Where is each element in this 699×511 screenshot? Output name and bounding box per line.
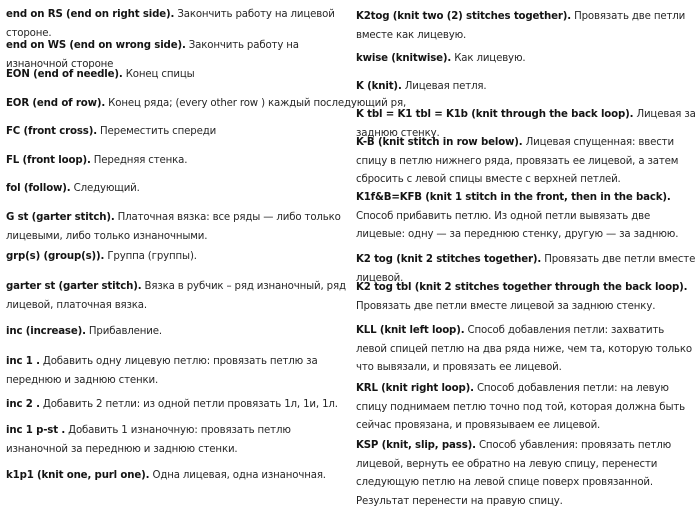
- glossary-entry: [356, 134, 696, 190]
- glossary-entry: [356, 189, 696, 245]
- glossary-entry: [356, 78, 696, 97]
- glossary-entry: [6, 396, 350, 415]
- entry-description: Способ прибавить петлю. Из одной петли вывязать две лицевые: одну — за переднюю стенку, другую — за заднюю.: [356, 210, 679, 240]
- entry-description: Конец спицы: [125, 69, 195, 80]
- entry-description: Одна лицевая, одна изнаночная.: [152, 470, 326, 481]
- entry-term: FC (front cross).: [6, 126, 97, 137]
- glossary-entry: [356, 8, 696, 45]
- entry-term: KLL (knit left loop).: [356, 325, 465, 336]
- entry-description: Следующий.: [73, 183, 140, 194]
- entry-description: Способ убавления: провязать петлю лицевой, вернуть ее обратно на левую спицу, перенести следующую петлю на левой спице поверх провязанной. Результат перенести на правую спицу.: [356, 440, 672, 507]
- entry-term: K2 tog tbl (knit 2 stitches together through the back loop).: [356, 282, 688, 293]
- entry-term: kwise (knitwise).: [356, 53, 452, 64]
- glossary-entry: [6, 180, 350, 199]
- entry-term: EON (end of needle).: [6, 69, 123, 80]
- entry-description: Лицевая за заднюю стенку.: [356, 109, 696, 139]
- entry-term: inc 1 p-st .: [6, 425, 66, 436]
- entry-description: Способ добавления петли: захватить левой спицей петлю на два ряда ниже, чем та, которую только что вывязали, и провязать ее лицевой.: [356, 325, 692, 373]
- glossary-entry: [6, 467, 350, 486]
- glossary-entry: [6, 95, 407, 114]
- entry-term: KRL (knit right loop).: [356, 383, 474, 394]
- entry-term: FL (front loop).: [6, 155, 91, 166]
- entry-term: KSP (knit, slip, pass).: [356, 440, 476, 451]
- glossary-entry: [6, 278, 350, 315]
- glossary-entry: [6, 248, 350, 267]
- entry-description: Переместить спереди: [100, 126, 217, 137]
- entry-description: Провязать две петли вместе как лицевую.: [356, 11, 686, 41]
- entry-term: K tbl = K1 tbl = K1b (knit through the back loop).: [356, 109, 634, 120]
- entry-term: K2 tog (knit 2 stitches together).: [356, 254, 542, 265]
- glossary-entry: [356, 437, 696, 511]
- entry-description: Группа (группы).: [107, 251, 197, 262]
- glossary-entry: [6, 323, 350, 342]
- entry-term: G st (garter stitch).: [6, 212, 115, 223]
- entry-term: k1p1 (knit one, purl one).: [6, 470, 150, 481]
- entry-term: inc 2 .: [6, 399, 40, 410]
- glossary-entry: [6, 152, 350, 171]
- entry-description: Лицевая спущенная: ввести спицу в петлю нижнего ряда, провязать ее лицевой, а затем сбросить с левой спицы вместе с верхней петлей.: [356, 137, 679, 185]
- glossary-entry: [6, 422, 350, 459]
- glossary-entry: [356, 50, 696, 69]
- entry-term: K1f&B=KFB (knit 1 stitch in the front, then in the back).: [356, 192, 671, 203]
- entry-description: Добавить 2 петли: из одной петли провязать 1л, 1и, 1л.: [42, 399, 338, 410]
- entry-description: Платочная вязка: все ряды — либо только лицевыми, либо только изнаночными.: [6, 212, 341, 242]
- entry-description: Передняя стенка.: [93, 155, 188, 166]
- entry-description: Добавить 1 изнаночную: провязать петлю изнаночной за переднюю и заднюю стенки.: [6, 425, 291, 455]
- entry-description: Как лицевую.: [454, 53, 526, 64]
- entry-description: Прибавление.: [88, 326, 162, 337]
- entry-term: inc 1 .: [6, 356, 40, 367]
- entry-description: Провязать две петли вместе лицевой за заднюю стенку.: [356, 300, 656, 312]
- entry-term: K2tog (knit two (2) stitches together).: [356, 11, 571, 22]
- entry-term: end on RS (end on right side).: [6, 9, 175, 20]
- glossary-entry: [356, 279, 696, 316]
- entry-term: fol (follow).: [6, 183, 71, 194]
- entry-term: K (knit).: [356, 81, 402, 92]
- glossary-entry: [6, 209, 350, 246]
- entry-description: Закончить работу на лицевой стороне.: [6, 9, 335, 39]
- entry-description: Добавить одну лицевую петлю: провязать петлю за переднюю и заднюю стенки.: [6, 356, 318, 386]
- entry-term: EOR (end of row).: [6, 98, 106, 109]
- glossary-entry: [6, 123, 350, 142]
- entry-term: end on WS (end on wrong side).: [6, 40, 186, 51]
- entry-description: Лицевая петля.: [404, 81, 487, 92]
- entry-term: garter st (garter stitch).: [6, 281, 142, 292]
- entry-description: Конец ряда; (every other row ) каждый последующий ря,: [108, 98, 407, 109]
- entry-description: Провязать две петли вместе лицевой.: [356, 254, 696, 284]
- glossary-entry: [356, 380, 696, 436]
- entry-term: inc (increase).: [6, 326, 86, 337]
- glossary-entry: [6, 66, 350, 85]
- entry-description: Вязка в рубчик – ряд изнаночный, ряд лицевой, платочная вязка.: [6, 281, 346, 311]
- entry-term: grp(s) (group(s)).: [6, 251, 105, 262]
- glossary-entry: [356, 322, 696, 378]
- entry-description: Способ добавления петли: на левую спицу поднимаем петлю точно под той, которая должна быть сейчас провязана, и провязываем ее лицевой.: [356, 383, 685, 431]
- entry-description: Закончить работу на изнаночной стороне: [6, 40, 299, 70]
- glossary-entry: [6, 353, 350, 390]
- entry-term: K-B (knit stitch in row below).: [356, 137, 523, 148]
